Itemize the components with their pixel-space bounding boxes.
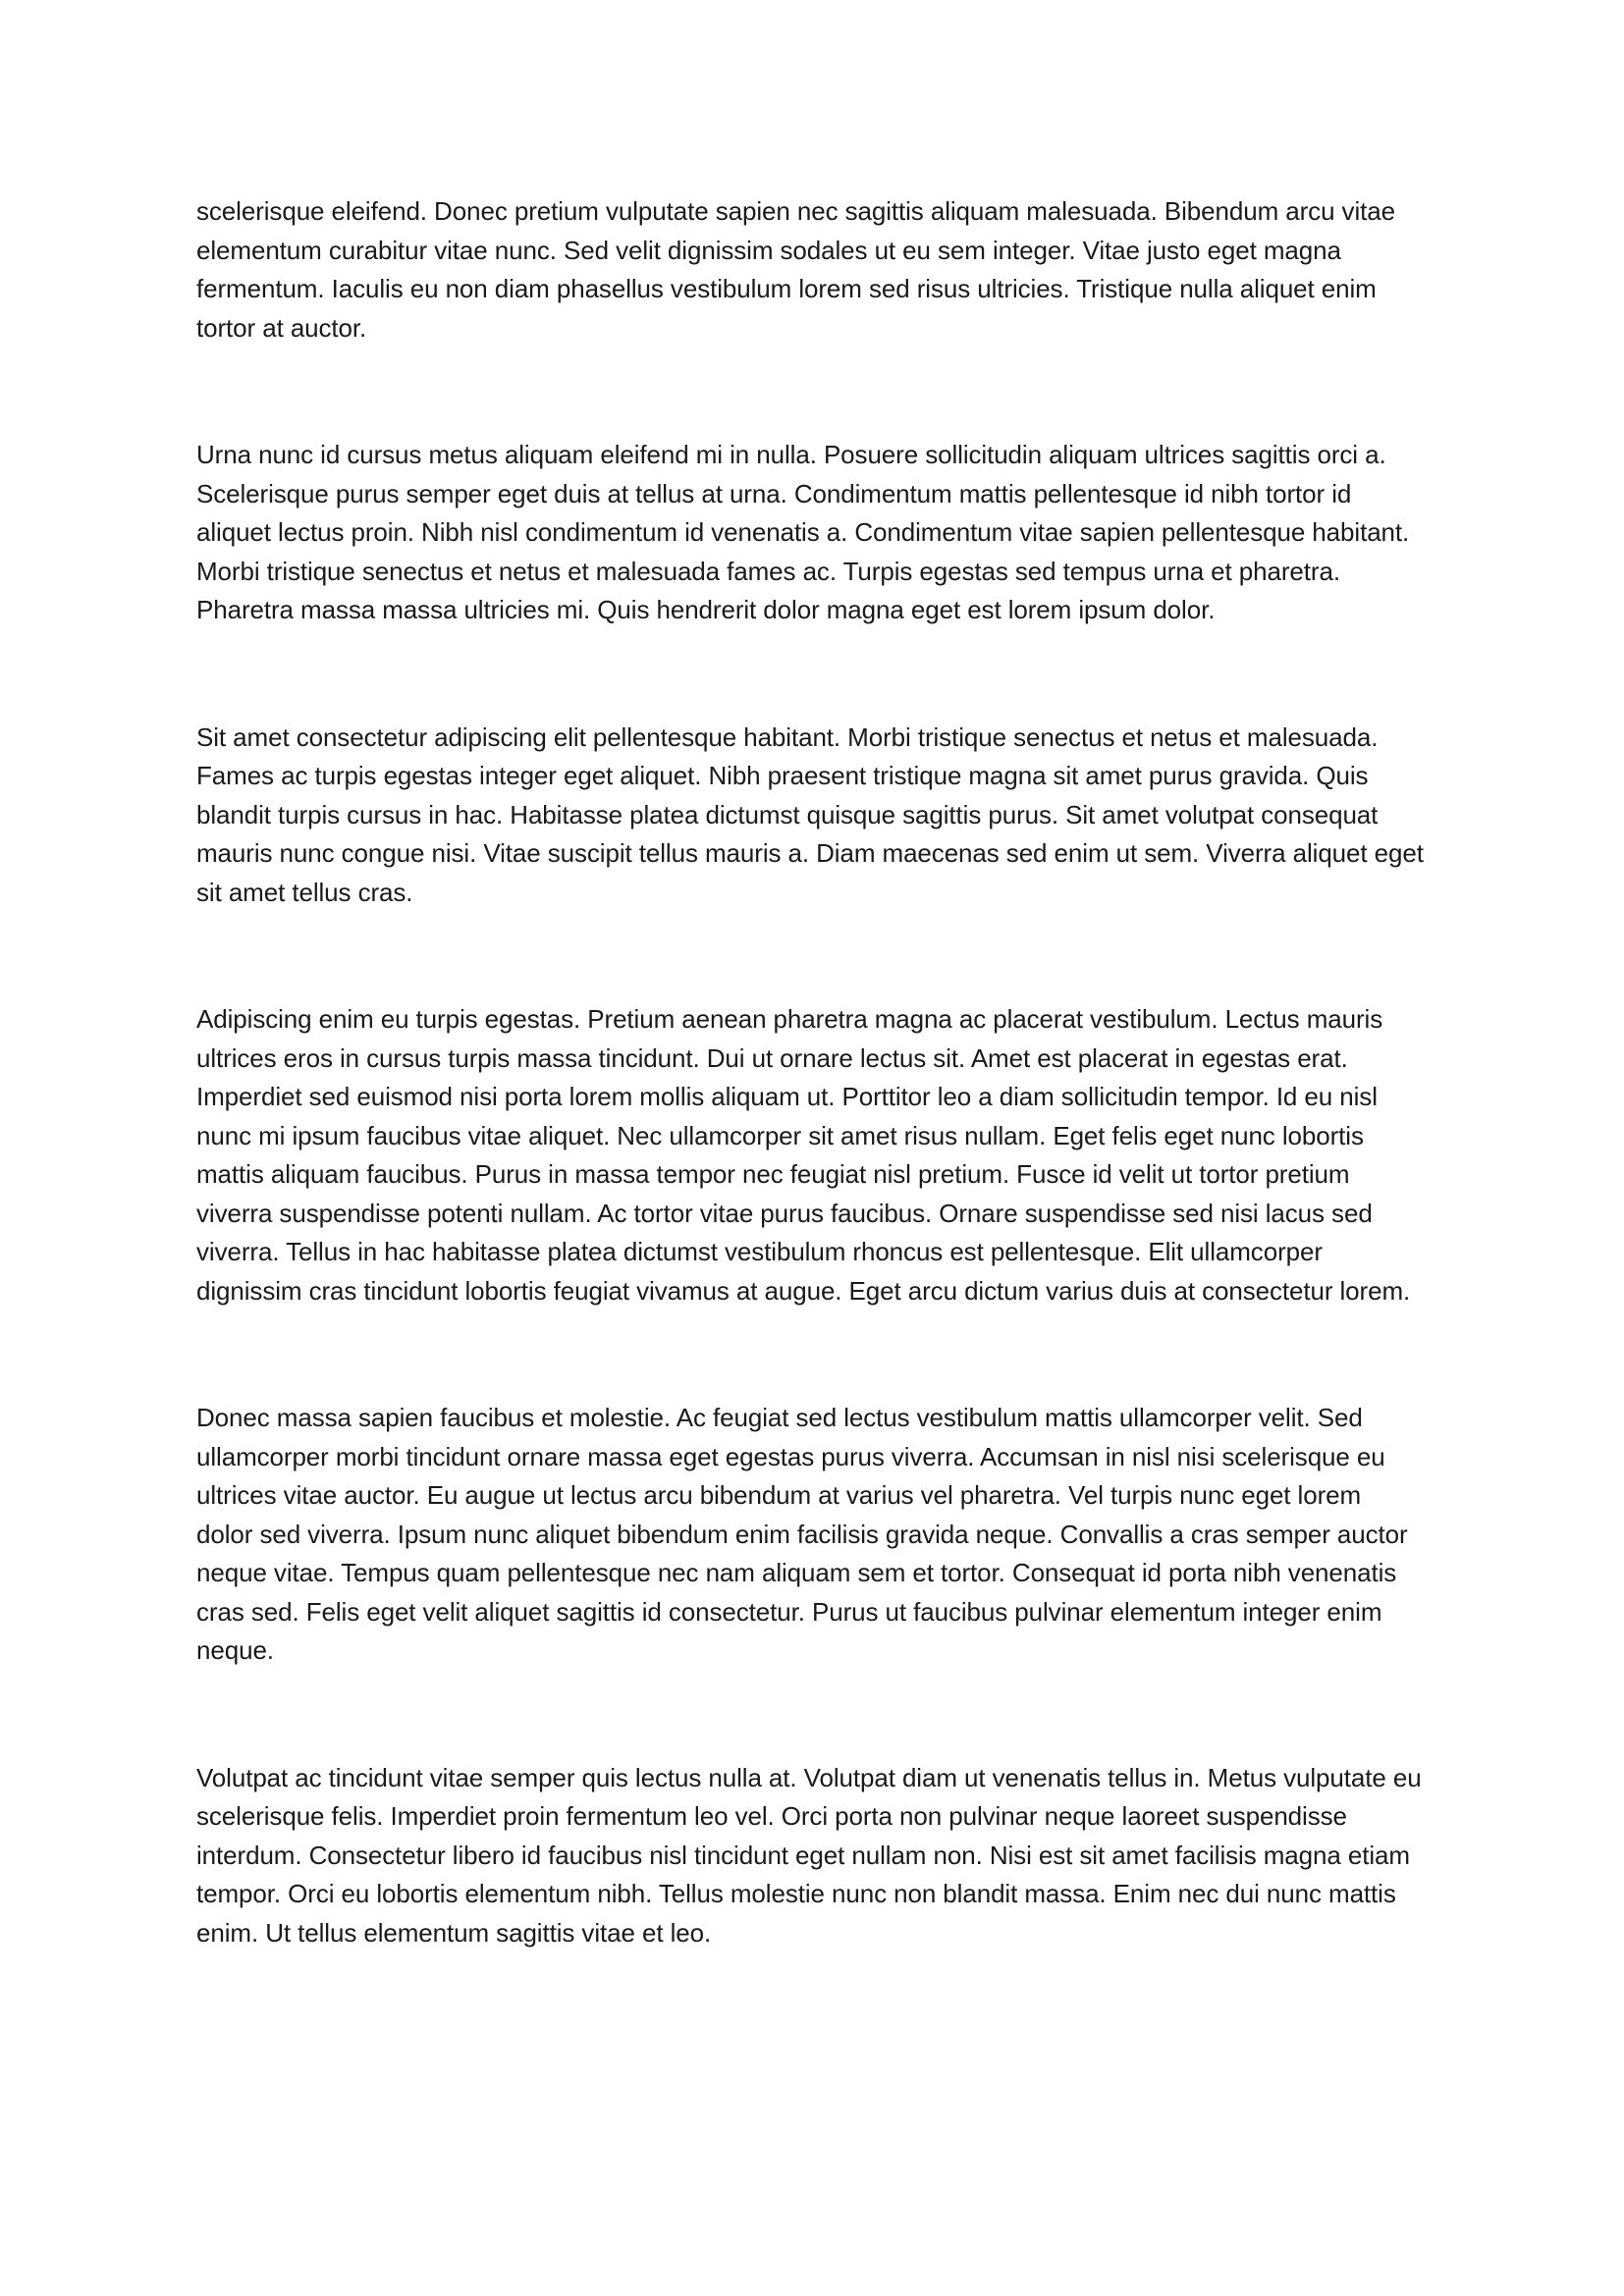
paragraph-6: Volutpat ac tincidunt vitae semper quis lectus nulla at. Volutpat diam ut venenatis tellus in. Metus vulputate eu scelerisque felis. Imperdiet proin fermentum leo vel. Orci porta non pulvinar neque laoreet suspendisse interdum. Consectetur libero id faucibus nisl tincidunt eget nullam non. Nisi est sit amet facilisis magna etiam tempor. Orci eu lobortis elementum nibh. Tellus molestie nunc non blandit massa. Enim nec dui nunc mattis enim. Ut tellus elementum sagittis vitae et leo. [196,1762,1422,1948]
paragraph-2: Urna nunc id cursus metus aliquam eleifend mi in nulla. Posuere sollicitudin aliquam ultrices sagittis orci a. Scelerisque purus semper eget duis at tellus at urna. Condimentum mattis pellentesque id nibh tortor id aliquet lectus proin. Nibh nisl condimentum id venenatis a. Condimentum vitae sapien pellentesque habitant. Morbi tristique senectus et netus et malesuada fames ac. Turpis egestas sed tempus urna et pharetra. Pharetra massa massa ultricies mi. Quis hendrerit dolor magna eget est lorem ipsum dolor. [196,440,1410,624]
paragraph-3: Sit amet consectetur adipiscing elit pellentesque habitant. Morbi tristique senectus et netus et malesuada. Fames ac turpis egestas integer eget aliquet. Nibh praesent tristique magna sit amet purus gravida. Quis blandit turpis cursus in hac. Habitasse platea dictumst quisque sagittis purus. Sit amet volutpat consequat mauris nunc congue nisi. Vitae suscipit tellus mauris a. Diam maecenas sed enim ut sem. Viverra aliquet eget sit amet tellus cras. [196,721,1424,907]
paragraph-5: Donec massa sapien faucibus et molestie. Ac feugiat sed lectus vestibulum mattis ullamcorper velit. Sed ullamcorper morbi tincidunt ornare massa eget egestas purus viverra. Accumsan in nisl nisi scelerisque eu ultrices vitae auctor. Eu augue ut lectus arcu bibendum at varius vel pharetra. Vel turpis nunc eget lorem dolor sed viverra. Ipsum nunc aliquet bibendum enim facilisis gravida neque. Convallis a cras semper auctor neque vitae. Tempus quam pellentesque nec nam aliquam sem et tortor. Consequat id porta nibh venenatis cras sed. Felis eget velit aliquet sagittis id consectetur. Purus ut faucibus pulvinar elementum integer enim neque. [196,1403,1408,1665]
paragraph-4: Adipiscing enim eu turpis egestas. Pretium aenean pharetra magna ac placerat vestibulum. Lectus mauris ultrices eros in cursus turpis massa tincidunt. Dui ut ornare lectus sit. Amet est placerat in egestas erat. Imperdiet sed euismod nisi porta lorem mollis aliquam ut. Porttitor leo a diam sollicitudin tempor. Id eu nisl nunc mi ipsum faucibus vitae aliquet. Nec ullamcorper sit amet risus nullam. Eget felis eget nunc lobortis mattis aliquam faucibus. Purus in massa tempor nec feugiat nisl pretium. Fusce id velit ut tortor pretium viverra suspendisse potenti nullam. Ac tortor vitae purus faucibus. Ornare suspendisse sed nisi lacus sed viverra. Tellus in hac habitasse platea dictumst vestibulum rhoncus est pellentesque. Elit ullamcorper dignissim cras tincidunt lobortis feugiat vivamus at augue. Eget arcu dictum varius duis at consectetur lorem. [196,1004,1411,1306]
paragraph-1: scelerisque eleifend. Donec pretium vulputate sapien nec sagittis aliquam malesuada. Bibendum arcu vitae elementum curabitur vitae nunc. Sed velit dignissim sodales ut eu sem integer. Vitae justo eget magna fermentum. Iaculis eu non diam phasellus vestibulum lorem sed risus ultricies. Tristique nulla aliquet enim tortor at auctor. [196,196,1395,343]
